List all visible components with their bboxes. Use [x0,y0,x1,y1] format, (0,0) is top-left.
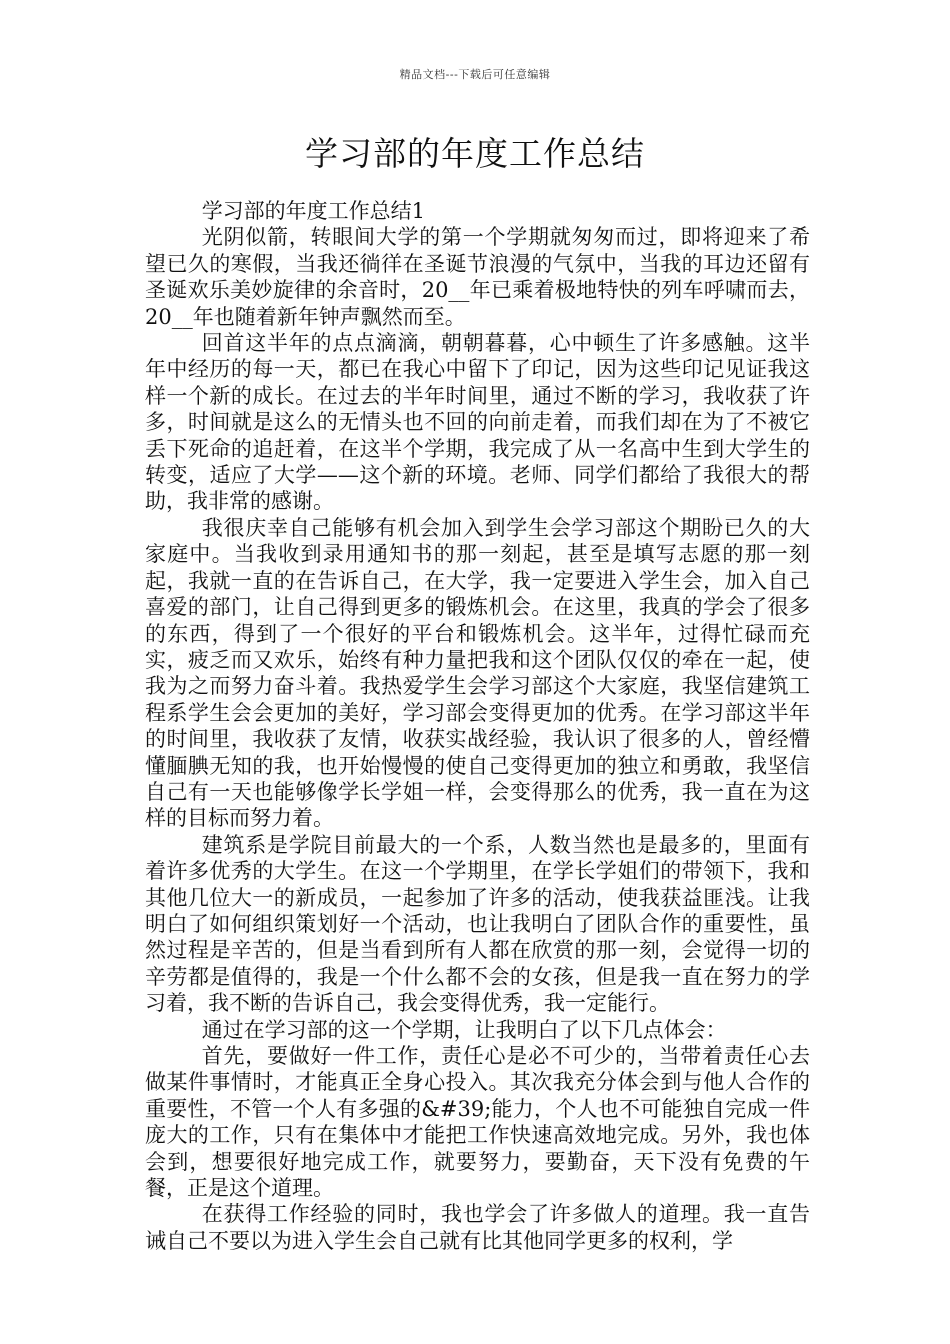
body-paragraph: 在获得工作经验的同时，我也学会了许多做人的道理。我一直告诫自己不要以为进入学生会自己就有比其他同学更多的权利，学 [145,1202,810,1253]
body-paragraph: 通过在学习部的这一个学期，让我明白了以下几点体会： [201,1017,727,1042]
body-paragraph: 建筑系是学院目前最大的一个系，人数当然也是最多的，里面有着许多优秀的大学生。在这一个学期里，在学长学姐们的带领下，我和其他几位大一的新成员，一起参加了许多的活动，使我获益匪浅。让我明白了如何组织策划好一个活动，也让我明白了团队合作的重要性，虽然过程是辛苦的，但是当看到所有人都在欣赏的那一刻，会觉得一切的辛劳都是值得的，我是一个什么都不会的女孩，但是我一直在努力的学习着，我不断的告诉自己，我会变得优秀，我一定能行。 [145,832,810,1016]
document-body [145,198,810,1254]
body-paragraph: 回首这半年的点点滴滴，朝朝暮暮，心中顿生了许多感触。这半年中经历的每一天，都已在我心中留下了印记，因为这些印记见证我这样一个新的成长。在过去的半年时间里，通过不断的学习，我收获了许多，时间就是这么的无情头也不回的向前走着，而我们却在为了不被它丢下死命的追赶着，在这半个学期，我完成了从一名高中生到大学生的转变，适应了大学——这个新的环境。老师、同学们都给了我很大的帮助，我非常的感谢。 [145,331,810,514]
body-paragraph: 首先，要做好一件工作，责任心是必不可少的，当带着责任心去做某件事情时，才能真正全身心投入。其次我充分体会到与他人合作的重要性，不管一个人有多强的&#39;能力，个人也不可能独自完成一件庞大的工作，只有在集体中才能把工作快速高效地完成。另外，我也体会到，想要很好地完成工作，就要努力，要勤奋，天下没有免费的午餐，正是这个道理。 [145,1044,810,1201]
body-paragraph: 光阴似箭，转眼间大学的第一个学期就匆匆而过，即将迎来了希望已久的寒假，当我还徜徉在圣诞节浪漫的气氛中，当我的耳边还留有圣诞欢乐美妙旋律的余音时，20__年已乘着极地特快的列车呼啸而去，20__年也随着新年钟声飘然而至。 [145,225,810,329]
header-note: 精品文档---下载后可任意编辑 [399,68,551,81]
subtitle-paragraph: 学习部的年度工作总结1 [201,199,426,223]
body-paragraph: 我很庆幸自己能够有机会加入到学生会学习部这个期盼已久的大家庭中。当我收到录用通知书的那一刻起，甚至是填写志愿的那一刻起，我就一直的在告诉自己，在大学，我一定要进入学生会，加入自己喜爱的部门，让自己得到更多的锻炼机会。在这里，我真的学会了很多的东西，得到了一个很好的平台和锻炼机会。这半年，过得忙碌而充实，疲乏而又欢乐，始终有种力量把我和这个团队仅仅的牵在一起，使我为之而努力奋斗着。我热爱学生会学习部这个大家庭，我坚信建筑工程系学生会会更加的美好，学习部会变得更加的优秀。在学习部这半年的时间里，我收获了友情，收获实战经验，我认识了很多的人，曾经懵懂腼腆无知的我，也开始慢慢的使自己变得更加的独立和勇敢，我坚信自己有一天也能够像学长学姐一样，会变得那么的优秀，我一直在为这样的目标而努力着。 [145,515,810,831]
document-title: 学习部的年度工作总结 [305,134,645,173]
